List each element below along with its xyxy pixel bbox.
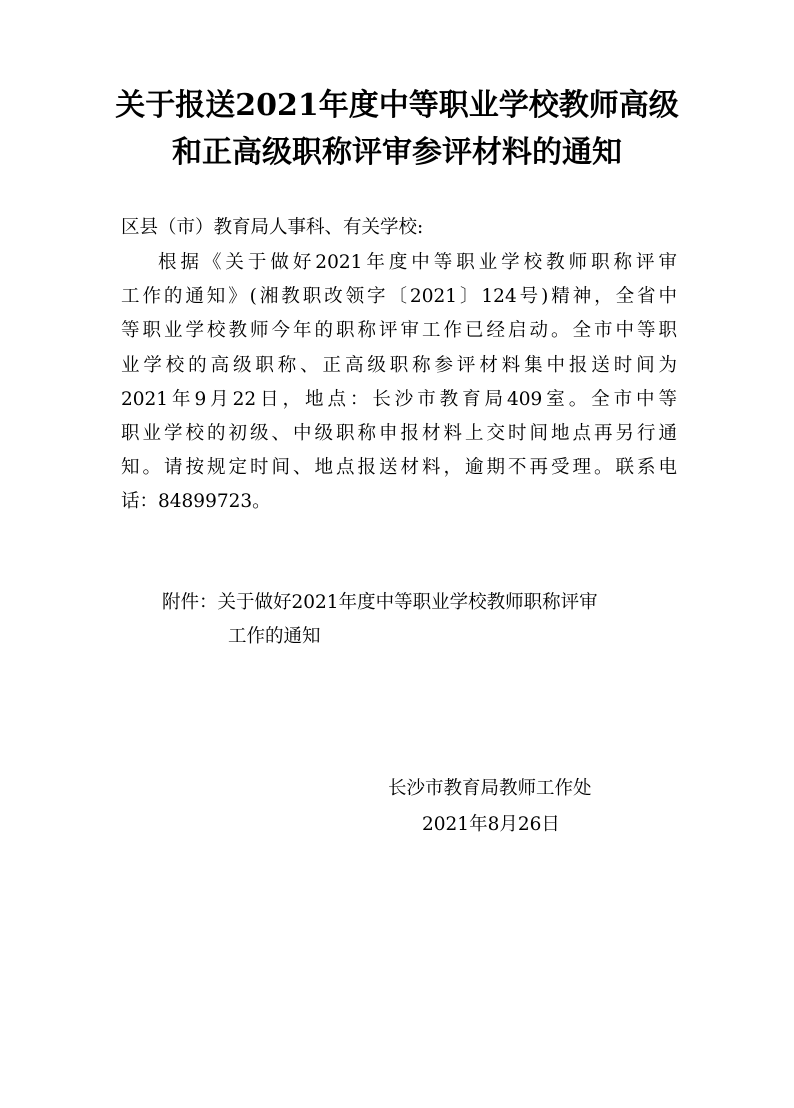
document-title (100, 82, 694, 176)
title-line-1: 关于报送2021年度中等职业学校教师高级 (115, 88, 679, 123)
attachment-line-2: 工作的通知 (228, 626, 321, 648)
salutation: 区县（市）教育局人事科、有关学校: (121, 217, 424, 238)
attachment-line-1: 附件：关于做好2021年度中等职业学校教师职称评审 (162, 592, 598, 613)
attachment-note (162, 586, 682, 654)
body-line-6: 职业学校的初级、中级职称申报材料上交时间地点再另行通 (121, 423, 677, 445)
body-line-4: 业学校的高级职称、正高级职称参评材料集中报送时间为 (121, 354, 677, 376)
body-line-3: 等职业学校教师今年的职称评审工作已经启动。全市中等职 (121, 320, 677, 342)
body-line-1: 根据《关于做好2021年度中等职业学校教师职称评审 (158, 252, 677, 273)
body-line-2: 工作的通知》(湘教职改领字〔2021〕124号)精神，全省中 (121, 286, 677, 308)
issuer-signature: 长沙市教育局教师工作处 (388, 778, 592, 799)
body-line-7: 知。请按规定时间、地点报送材料，逾期不再受理。联系电 (121, 457, 677, 479)
issue-date: 2021年8月26日 (422, 814, 560, 835)
body-line-8: 话：84899723。 (121, 491, 271, 513)
title-line-2: 和正高级职称评审参评材料的通知 (172, 135, 622, 170)
body-line-5: 2021年9月22日，地点：长沙市教育局409室。全市中等 (121, 388, 677, 410)
body-paragraph (121, 246, 677, 520)
